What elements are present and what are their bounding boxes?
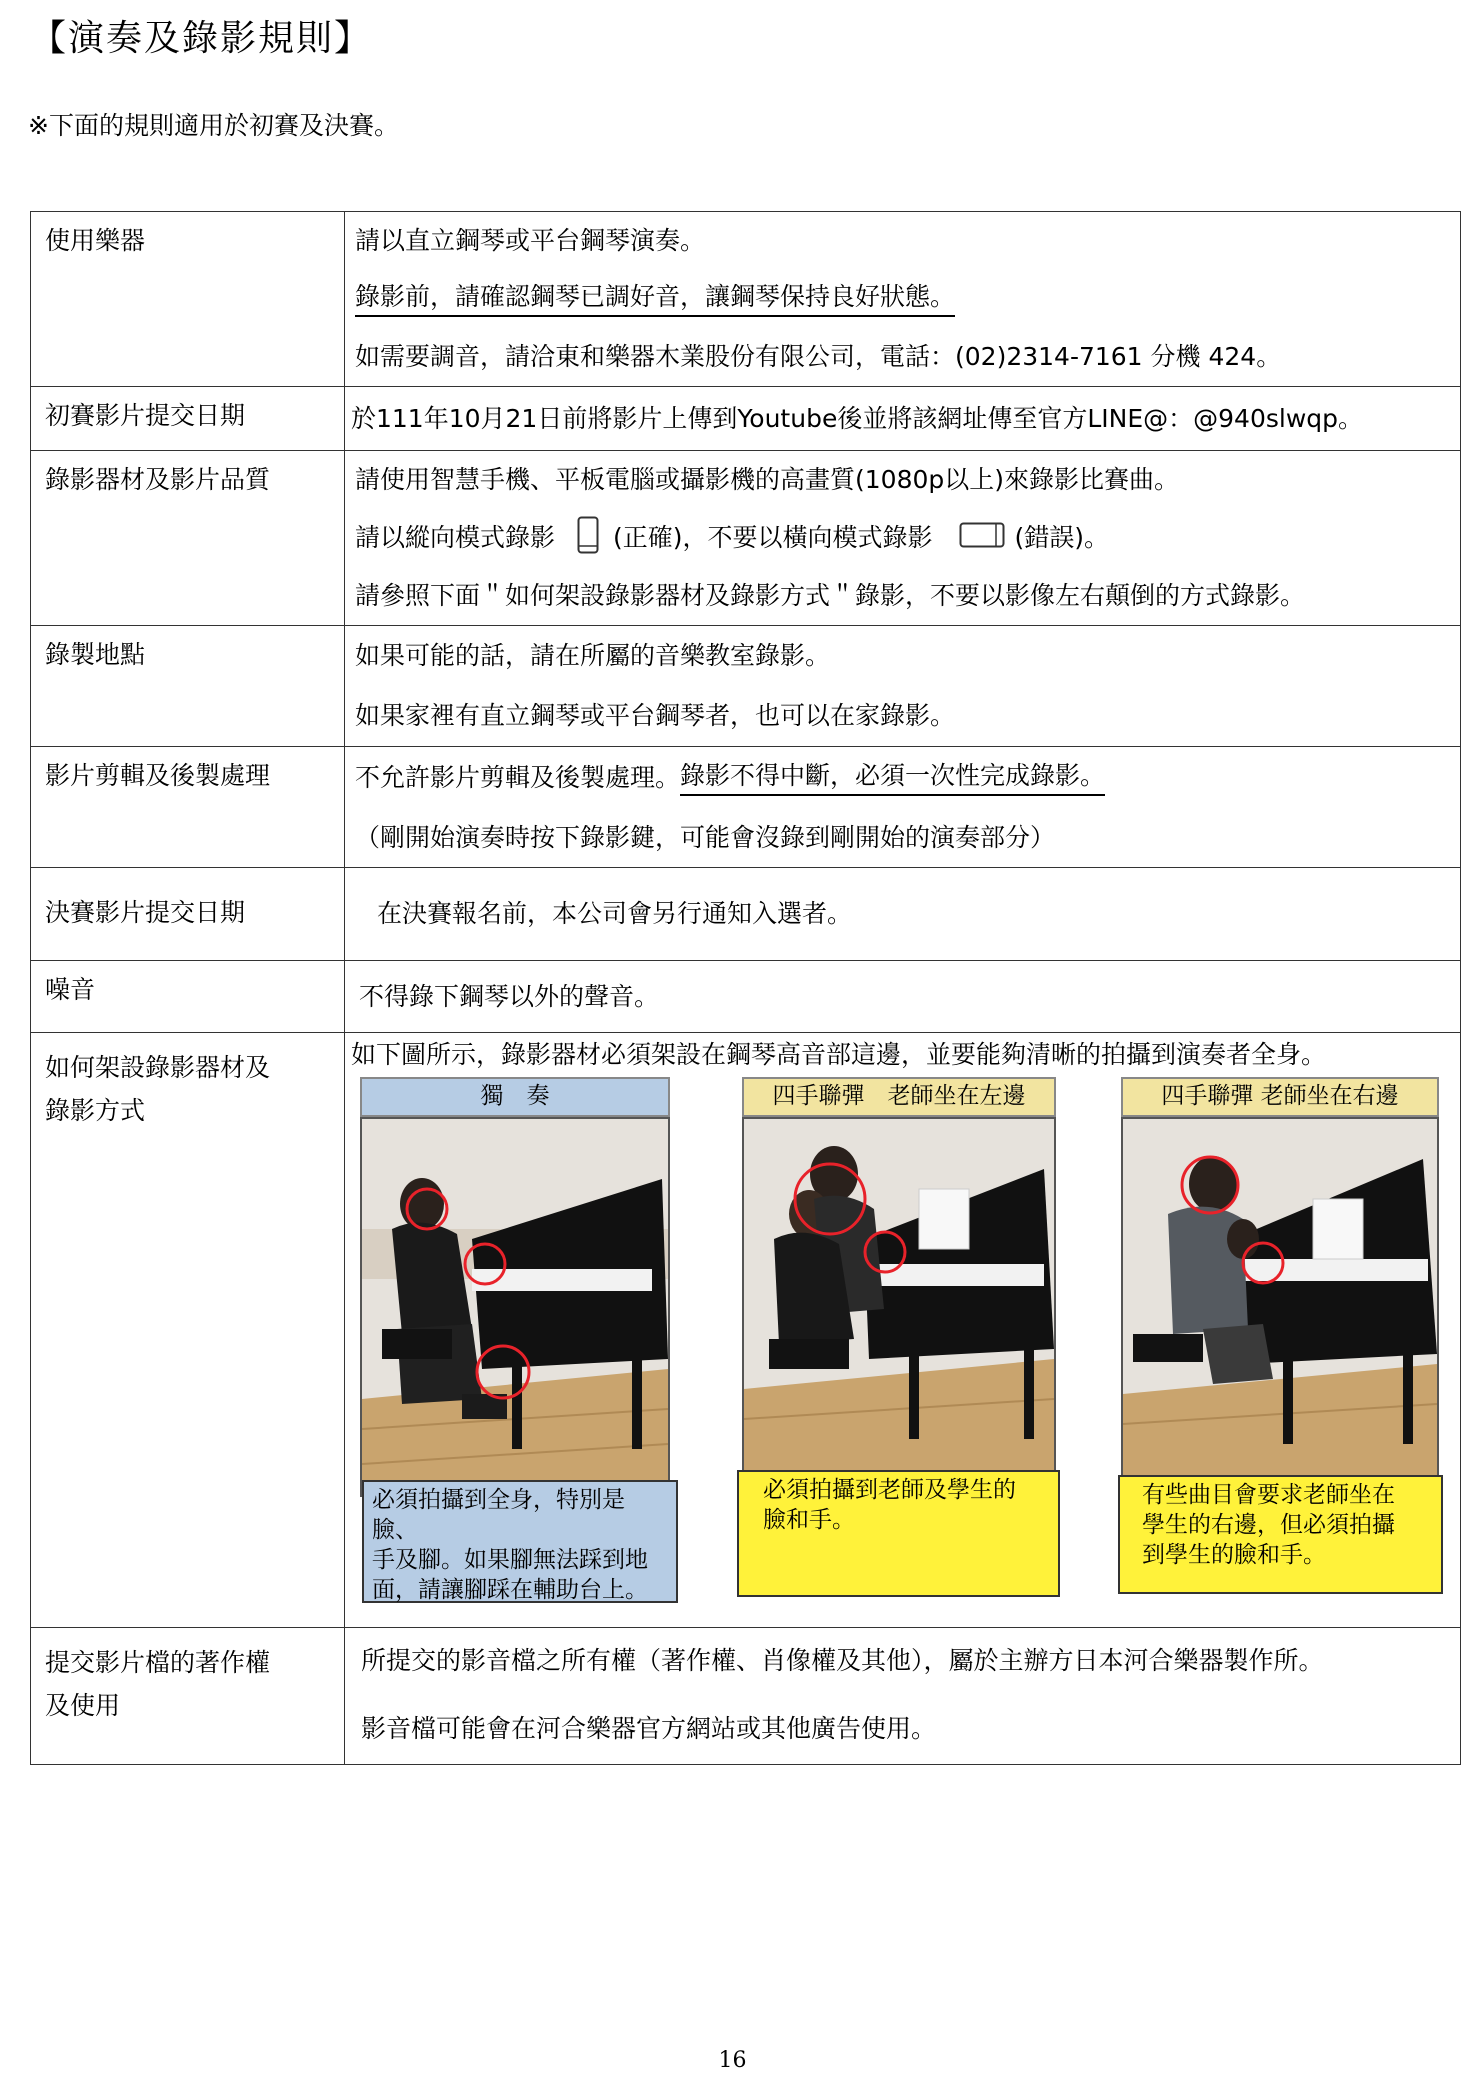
page-number: 16: [718, 2048, 747, 2073]
row-content: [345, 212, 1461, 387]
table-row: [31, 961, 1461, 1033]
row-label: 使用樂器: [31, 212, 345, 387]
page-title: 【演奏及錄影規則】: [30, 18, 373, 59]
solo-photo: [360, 1117, 670, 1497]
instrument-line-2: 錄影前，請確認鋼琴已調好音，讓鋼琴保持良好狀態。: [355, 282, 955, 317]
editing-line-2: （剛開始演奏時按下錄影鍵，可能會沒錄到剛開始的演奏部分）: [355, 823, 1056, 852]
duet-left-photo: [742, 1117, 1056, 1487]
row-label: 決賽影片提交日期: [31, 868, 345, 961]
location-line-2: 如果家裡有直立鋼琴或平台鋼琴者，也可以在家錄影。: [355, 701, 956, 730]
figure-solo: [360, 1077, 682, 1603]
row-label: [31, 1033, 345, 1628]
equipment-line-1: 請使用智慧手機、平板電腦或攝影機的高畫質(1080p以上)來錄影比賽曲。: [355, 465, 1180, 494]
figure-caption: 必須拍攝到老師及學生的 臉和手。: [737, 1470, 1060, 1597]
figure-header: 獨 奏: [360, 1077, 670, 1117]
duet-right-photo: [1121, 1117, 1439, 1492]
copyright-line-2: 影音檔可能會在河合樂器官方網站或其他廣告使用。: [361, 1714, 937, 1743]
table-row: [31, 868, 1461, 961]
copyright-label-line-2: 及使用: [45, 1690, 121, 1720]
table-row: [31, 212, 1461, 387]
equipment-line-3: 請參照下面＂如何架設錄影器材及錄影方式＂錄影，不要以影像左右顛倒的方式錄影。: [355, 581, 1306, 610]
figure-header: 四手聯彈 老師坐在左邊: [742, 1077, 1056, 1117]
table-row: [31, 747, 1461, 868]
rules-table: [30, 211, 1461, 1765]
row-label: 錄影器材及影片品質: [31, 451, 345, 626]
row-label: 影片剪輯及後製處理: [31, 747, 345, 868]
table-row: [31, 626, 1461, 747]
editing-line-1b: 錄影不得中斷，必須一次性完成錄影。: [680, 761, 1105, 796]
setup-text: 如下圖所示，錄影器材必須架設在鋼琴高音部這邊，並要能夠清晰的拍攝到演奏者全身。: [351, 1040, 1327, 1069]
noise-text: 不得錄下鋼琴以外的聲音。: [359, 981, 660, 1011]
table-row: [31, 387, 1461, 451]
final-date-text: 在決賽報名前，本公司會另行通知入選者。: [377, 899, 853, 928]
row-label: 錄製地點: [31, 626, 345, 747]
table-row: [31, 1033, 1461, 1628]
figure-caption: 必須拍攝到全身，特別是臉、 手及腳。如果腳無法踩到地 面，請讓腳踩在輔助台上。: [362, 1480, 678, 1603]
instrument-line-3: 如需要調音，請洽東和樂器木業股份有限公司，電話：(02)2314-7161 分機 424。: [355, 342, 1282, 371]
phone-portrait-icon: [577, 516, 599, 561]
figure-duet-left: [742, 1077, 1060, 1533]
table-row: [31, 1628, 1461, 1765]
row-label: [31, 1628, 345, 1765]
editing-line-1a: 不允許影片剪輯及後製處理。: [355, 763, 681, 792]
equipment-portrait-text: 請以縱向模式錄影: [355, 523, 556, 552]
instrument-line-1: 請以直立鋼琴或平台鋼琴演奏。: [355, 226, 706, 255]
row-label: 初賽影片提交日期: [31, 387, 345, 451]
setup-label-line-2: 錄影方式: [45, 1095, 146, 1125]
figure-header: 四手聯彈 老師坐在右邊: [1121, 1077, 1439, 1117]
row-label: 噪音: [31, 961, 345, 1033]
figure-caption: 有些曲目會要求老師坐在 學生的右邊，但必須拍攝 到學生的臉和手。: [1118, 1475, 1443, 1594]
equipment-error-text: (錯誤)。: [1014, 523, 1110, 552]
location-line-1: 如果可能的話，請在所屬的音樂教室錄影。: [355, 641, 831, 670]
copyright-line-1: 所提交的影音檔之所有權（著作權、肖像權及其他），屬於主辦方日本河合樂器製作所。: [361, 1646, 1324, 1675]
figure-duet-right: [1121, 1077, 1446, 1568]
copyright-label-line-1: 提交影片檔的著作權: [45, 1648, 271, 1677]
setup-label-line-1: 如何架設錄影器材及: [45, 1053, 271, 1082]
table-row: [31, 451, 1461, 626]
setup-figures: [351, 1077, 1450, 1627]
intro-note: ※下面的規則適用於初賽及決賽。: [28, 111, 399, 140]
phone-landscape-icon: [959, 522, 1005, 555]
equipment-landscape-text: (正確)，不要以橫向模式錄影: [613, 523, 933, 552]
prelim-date-text: 於111年10月21日前將影片上傳到Youtube後並將該網址傳至官方LINE@：@940slwqp。: [351, 403, 1364, 433]
